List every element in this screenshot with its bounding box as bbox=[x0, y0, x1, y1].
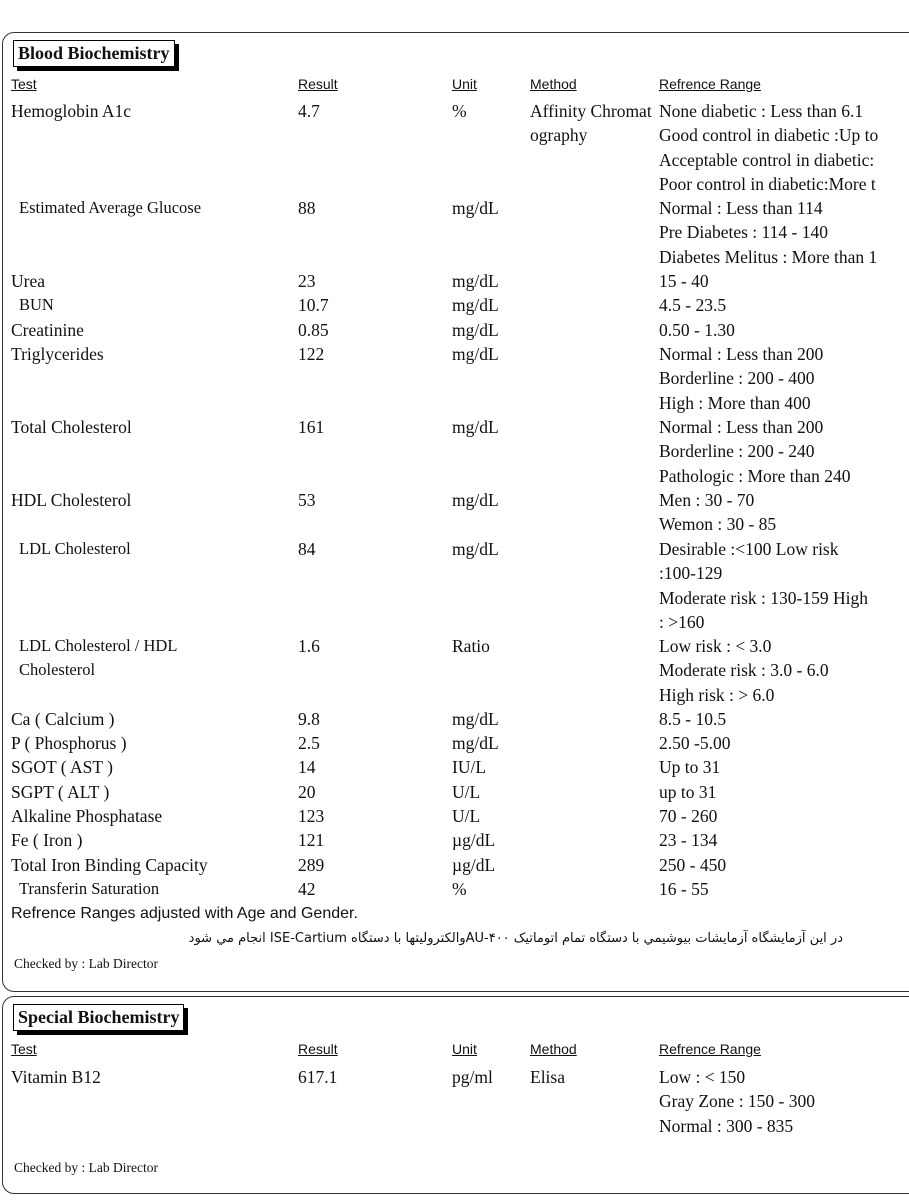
reference-line: Low risk : < 3.0 bbox=[659, 636, 772, 656]
test-name: BUN bbox=[19, 295, 54, 314]
reference-line: 16 - 55 bbox=[659, 879, 709, 899]
reference-range bbox=[659, 780, 716, 804]
test-name: Total Cholesterol bbox=[11, 417, 132, 437]
reference-range bbox=[659, 877, 709, 901]
reference-line: Poor control in diabetic:More t bbox=[659, 173, 876, 194]
test-name: SGOT ( AST ) bbox=[11, 757, 113, 777]
reference-line: Good control in diabetic :Up to bbox=[659, 125, 879, 146]
test-name: Triglycerides bbox=[11, 344, 104, 364]
header-method: Method bbox=[530, 1041, 577, 1057]
reference-line: Wemon : 30 - 85 bbox=[659, 514, 777, 535]
test-name: LDL Cholesterol bbox=[19, 539, 131, 558]
unit: pg/ml bbox=[452, 1067, 493, 1087]
blood-biochemistry-panel bbox=[2, 32, 909, 992]
reference-line: Desirable :<100 Low risk bbox=[659, 539, 839, 559]
reference-line: Normal : 300 - 835 bbox=[659, 1115, 794, 1136]
header-reference-range: Refrence Range bbox=[659, 76, 761, 92]
result-value: 123 bbox=[298, 806, 325, 826]
header-result: Result bbox=[298, 1041, 338, 1057]
result-value: 84 bbox=[298, 539, 316, 559]
result-value: 2.5 bbox=[298, 733, 320, 753]
unit: mg/dL bbox=[452, 417, 499, 437]
reference-line: High risk : > 6.0 bbox=[659, 684, 775, 705]
header-result: Result bbox=[298, 76, 338, 92]
reference-range bbox=[659, 1065, 815, 1138]
reference-line: Borderline : 200 - 240 bbox=[659, 441, 815, 462]
result-value: 1.6 bbox=[298, 636, 320, 656]
checked-by: Checked by : Lab Director bbox=[14, 956, 158, 971]
reference-line: 15 - 40 bbox=[659, 271, 709, 291]
unit: mg/dL bbox=[452, 490, 499, 510]
reference-line: 8.5 - 10.5 bbox=[659, 709, 727, 729]
result-value: 23 bbox=[298, 271, 316, 291]
reference-line: 0.50 - 1.30 bbox=[659, 320, 735, 340]
result-value: 14 bbox=[298, 757, 316, 777]
reference-range bbox=[659, 804, 717, 828]
reference-note: Refrence Ranges adjusted with Age and Gender. bbox=[11, 905, 358, 922]
test-name: LDL Cholesterol / HDL Cholesterol bbox=[19, 636, 177, 680]
reference-range bbox=[659, 707, 726, 731]
reference-line: Borderline : 200 - 400 bbox=[659, 368, 815, 389]
result-value: 42 bbox=[298, 879, 316, 899]
test-name: Fe ( Iron ) bbox=[11, 830, 83, 850]
lab-method-note: در اين آزمايشگاه آزمايشات بيوشيمي با دستگاه تمام اتوماتيک AU-۴۰۰والکتروليتها با دستگاه ISE-Cartium انجام مي شود bbox=[188, 931, 843, 946]
reference-line: 2.50 -5.00 bbox=[659, 733, 731, 753]
reference-line: Men : 30 - 70 bbox=[659, 490, 755, 510]
result-value: 53 bbox=[298, 490, 316, 510]
result-value: 161 bbox=[298, 417, 325, 437]
result-value: 4.7 bbox=[298, 101, 320, 121]
method: Affinity Chromatography bbox=[530, 101, 652, 146]
unit: mg/dL bbox=[452, 733, 499, 753]
unit: µg/dL bbox=[452, 830, 496, 850]
method: Elisa bbox=[530, 1067, 565, 1087]
unit: % bbox=[452, 879, 467, 899]
reference-line: up to 31 bbox=[659, 782, 717, 802]
reference-range bbox=[659, 318, 735, 342]
reference-range bbox=[659, 342, 823, 415]
unit: mg/dL bbox=[452, 271, 499, 291]
test-name: Ca ( Calcium ) bbox=[11, 709, 115, 729]
result-value: 289 bbox=[298, 855, 325, 875]
test-name: HDL Cholesterol bbox=[11, 490, 132, 510]
test-name: Transferin Saturation bbox=[19, 879, 160, 898]
reference-line: Normal : Less than 200 bbox=[659, 417, 824, 437]
unit: mg/dL bbox=[452, 344, 499, 364]
reference-line: Gray Zone : 150 - 300 bbox=[659, 1091, 816, 1112]
header-unit: Unit bbox=[452, 76, 477, 92]
reference-line: 70 - 260 bbox=[659, 806, 718, 826]
reference-line: Moderate risk : 3.0 - 6.0 bbox=[659, 660, 829, 681]
result-value: 122 bbox=[298, 344, 325, 364]
reference-range bbox=[659, 415, 851, 488]
header-unit: Unit bbox=[452, 1041, 477, 1057]
reference-range bbox=[659, 196, 877, 269]
reference-line: Acceptable control in diabetic: bbox=[659, 149, 875, 170]
unit: mg/dL bbox=[452, 709, 499, 729]
result-value: 0.85 bbox=[298, 320, 329, 340]
unit: mg/dL bbox=[452, 320, 499, 340]
test-name: P ( Phosphorus ) bbox=[11, 733, 127, 753]
unit: mg/dL bbox=[452, 295, 499, 315]
reference-line: 250 - 450 bbox=[659, 855, 727, 875]
reference-range bbox=[659, 488, 776, 537]
unit: mg/dL bbox=[452, 539, 499, 559]
test-name: Estimated Average Glucose bbox=[19, 198, 202, 217]
reference-range bbox=[659, 634, 829, 707]
reference-line: : >160 bbox=[659, 611, 705, 632]
reference-range bbox=[659, 731, 730, 755]
result-value: 88 bbox=[298, 198, 316, 218]
result-value: 10.7 bbox=[298, 295, 329, 315]
reference-range bbox=[659, 828, 717, 852]
unit: U/L bbox=[452, 782, 481, 802]
unit: % bbox=[452, 101, 467, 121]
test-name: Total Iron Binding Capacity bbox=[11, 855, 208, 875]
reference-line: Pathologic : More than 240 bbox=[659, 465, 851, 486]
reference-line: None diabetic : Less than 6.1 bbox=[659, 101, 864, 121]
test-name: Vitamin B12 bbox=[11, 1067, 101, 1087]
section-title: Blood Biochemistry bbox=[13, 40, 175, 67]
reference-line: High : More than 400 bbox=[659, 392, 811, 413]
reference-line: Normal : Less than 114 bbox=[659, 198, 823, 218]
unit: Ratio bbox=[452, 636, 490, 656]
reference-range bbox=[659, 269, 709, 293]
test-name: Urea bbox=[11, 271, 46, 291]
reference-range bbox=[659, 853, 726, 877]
reference-range bbox=[659, 537, 868, 634]
reference-line: Low : < 150 bbox=[659, 1067, 746, 1087]
reference-line: :100-129 bbox=[659, 563, 723, 584]
unit: µg/dL bbox=[452, 855, 496, 875]
header-test: Test bbox=[11, 1041, 37, 1057]
checked-by: Checked by : Lab Director bbox=[14, 1160, 158, 1175]
unit: U/L bbox=[452, 806, 481, 826]
result-value: 617.1 bbox=[298, 1067, 338, 1087]
reference-line: Pre Diabetes : 114 - 140 bbox=[659, 222, 828, 243]
header-test: Test bbox=[11, 76, 37, 92]
unit: mg/dL bbox=[452, 198, 499, 218]
test-name: Hemoglobin A1c bbox=[11, 101, 132, 121]
section-title: Special Biochemistry bbox=[13, 1004, 184, 1031]
test-name: SGPT ( ALT ) bbox=[11, 782, 110, 802]
reference-line: 23 - 134 bbox=[659, 830, 718, 850]
reference-line: Normal : Less than 200 bbox=[659, 344, 824, 364]
reference-line: Diabetes Melitus : More than 1 bbox=[659, 246, 878, 267]
reference-line: Moderate risk : 130-159 High bbox=[659, 587, 868, 608]
header-reference-range: Refrence Range bbox=[659, 1041, 761, 1057]
reference-range bbox=[659, 755, 720, 779]
result-value: 9.8 bbox=[298, 709, 320, 729]
reference-line: 4.5 - 23.5 bbox=[659, 295, 727, 315]
result-value: 20 bbox=[298, 782, 316, 802]
result-value: 121 bbox=[298, 830, 325, 850]
unit: IU/L bbox=[452, 757, 487, 777]
reference-line: Up to 31 bbox=[659, 757, 721, 777]
header-method: Method bbox=[530, 76, 577, 92]
test-name: Alkaline Phosphatase bbox=[11, 806, 163, 826]
test-name: Creatinine bbox=[11, 320, 84, 340]
special-biochemistry-panel bbox=[2, 996, 909, 1194]
reference-range bbox=[659, 99, 878, 196]
reference-range bbox=[659, 293, 726, 317]
